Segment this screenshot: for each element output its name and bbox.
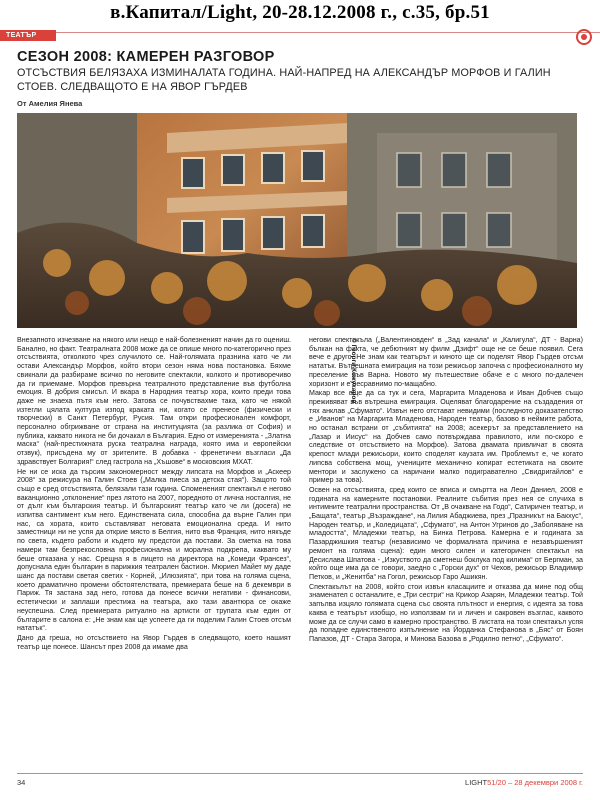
article-column-right [309, 336, 583, 769]
issue-brand: LIGHT [465, 778, 488, 787]
section-tab: ТЕАТЪР [0, 30, 56, 41]
magazine-logo-icon [576, 29, 592, 45]
article-headline: СЕЗОН 2008: КАМЕРЕН РАЗГОВОР [17, 49, 275, 65]
issue-dates: 51/20 – 28 декември 2008 г. [487, 778, 583, 787]
paragraph: Спектакълът на 2008, който стои извън класациите и отказва да мине под общ знаменател с останалите, е „Три сестри“ на Крикор Азарян, Младежки театър. Той запълва изцяло голямата сцена със своята плътност и енергия, с идеята за това каква е театърът изобщо, но използвам ги и личен и сакровен възглас, каквото може да се случи само в камерно пространство. В листата на този спектакъл успя да попадне единственото изпълнение на Йорданка Стефанова в „Бяс“ от Боян Папазов, ДТ - Стара Загора, и Минова Базова в „Родилно петно“, „Сфумато“. [309, 582, 583, 643]
header-rule [0, 32, 600, 33]
source-caption: в.Капитал/Light, 20-28.12.2008 г., с.35, бр.51 [110, 2, 490, 23]
paragraph: Не ни се иска да търсим закономерност между липсата на Морфов и „Аскеер 2008“ за режисура на Галин Стоев („Малка пиеса за детска стая“). Защото той също е сред отсъствията, белязали тази година. Спомененият спектакъл е негово ваканционно „отклонение“ през лятото на 2007, поредното от лична носталгия, не от дълг към българския театър. И българският театър като че ли (досега) не изпитва сантимент към него. Единствената сила, способна да върне Галин при нас, са хората, които съставляват неговата емоционална среда. И нито заместници ни не успя да открие място в Белгия, нито във Франция, нито някъде по света, където работи и където му предстои да постави. За сметка на това намери там безпрекословна професионална и морална подкрепа, каквато му беше отказана у нас. Срещна я в лицето на директора на „Комеди Франсез“, допуснала един българин в парижкия театрален бастион. Мюриел Майет му даде шанс да постави светая светих - Корней, „Илюзията“, при това на голяма сцена, което драматично промени обстоятелствата, премиерата беше на 6 декември в Париж. Тя застана зад него, готова да понесе всички негативи - финансови, естетически и заплаши престижа на театъра, ако тази авантюра се окаже неуспешна. След премиерата ритуално на артисти от трупата към един от българите в салона е: „Не знам как ще успеете да ги поделим Галин Стоев отсъм нататък“. [17, 467, 291, 633]
paragraph: Внезапното изчезване на някого или нещо е най-болезненият начин да го оцениш. Банално, но факт. Театралната 2008 може да се опише много по-категорично през отсъствията, отколкото чрез случилото се. Най-голямата празнина като че ли остави Александър Морфов, който втори сезон няма нова постановка. Бяхме свикнали да разбираме всичко по неговите спектакли, колкото и противоречиво да ги приемаме. Морфов превърна театралното представление във футболна емоция. В добрия смисъл. И вкара в Народния театър хора, които преди това даже не знаеха пътя към него. Затова се почувствахме така, като че някой изтегли цялата култура изпод краката ни, когато се пренесе (физически и творчески) в Санкт Петербург, Русия. Там откри професионален комфорт, персонално обгрижване от страна на институцията (за разлика от София) и публика, каквато никога не би дочакал в България. Едно от измеренията - „Златна маска“ (най-престижната руска театрална награда, която има и европейски отзвук), присъдена му от зрителите. В добавка - френетични възгласи „Да здравствует Болгария!“ след гастрола на „Хъшове“ в московския МХАТ. [17, 336, 291, 466]
building-facade-image [17, 113, 577, 328]
paragraph: Освен на отсъствията, сред които се вписа и смъртта на Леон Даниел, 2008 е годината на камерните постановки. Реалните събития през нея се случиха в интимните театрални пространства. От „В очакване на Годо“, Сатиричен театър, и „Бащата“, театър „Възраждане“, на Лилия Абаджиева, през „Празникът на Бакхус“, Народен театър, и „Коледицата“, „Сфумато“, на Антон Угринов до „Заболяване на младостта“, Младежки театър, на Бинка Петрова. Камерна е и годината за Пазарджишкия театър (независимо че формалната причина е незавършеният ремонт на голяма сцена): един много силен и категоричен спектакъл на Десислава Шпатова - „Изкуството да сметнеш боклука под килима“ от Бергман, за който още има да се говори, заедно с „Горски дух“ от Чехов, режисьор Владимир Петков, и „Женитба“ на Гогол, режисьор Гаро Ашикян. [309, 485, 583, 581]
footer-rule [17, 773, 583, 774]
article-byline: От Амелия Янева [17, 99, 83, 108]
issue-info [465, 778, 583, 787]
paragraph: Макар все още да са тук и сега, Маргарита Младенова и Иван Добчев също преживяват във вътрешна емиграция. Оцеляват благодарение на създадения от тях анклав „Сфумато“. Извън него отстават невидими (последното доказателство е „Иванов“ на Маргарита Младенова, Народен театър, базово в неймите работа, но останал встрани от „събитията“ на 2008; асекерът за представлението на „Лазар и Иисус“ на Добчев само потвърждава правилото, или по-скоро е следствие от отсъствието на Морфов). Затова двамата привличат в своята крепост млади режисьори, които споделят каузата им. Проблемът е, че когато липсва собствена мощ, учениците механично копират естетиката на своите ментори и заслужено са наричани малко подигравателно „Свидригайлов“ е пример за това). [309, 389, 583, 485]
article-column-left [17, 336, 291, 769]
page-number: 34 [17, 778, 26, 787]
paragraph: негови спектакъла („Валентиновден“ в „Зад канала“ и „Калигула“, ДТ - Варна) бълкан на факта, че дебютният му филм „Дзифт“ още не се беше появил. Сега вече е друго. Не знам как театърът и киното ще си поделят Явор Гърдев отсъм нататък. Вътрешната емиграция на този режисьор започна с професионалното му преселение във Варна. Новото му пътешествие обаче е с много по-далечен хоризонт и е несравнимо по-мащабно. [309, 336, 583, 388]
photo-credit: © Георги Кожухаров [350, 338, 357, 404]
paragraph: Дано да греша, но отсъствието на Явор Гърдев в следващото, което нашият театър ще понесе. Шансът през 2008 да имаме два [17, 633, 291, 651]
article-subhead: ОТСЪСТВИЯ БЕЛЯЗАХА ИЗМИНАЛАТА ГОДИНА. НАЙ-НАПРЕД НА АЛЕКСАНДЪР МОРФОВ И ГАЛИН СТОЕВ. СЛЕДВАЩОТО Е НА ЯВОР ГЪРДЕВ [17, 67, 551, 93]
